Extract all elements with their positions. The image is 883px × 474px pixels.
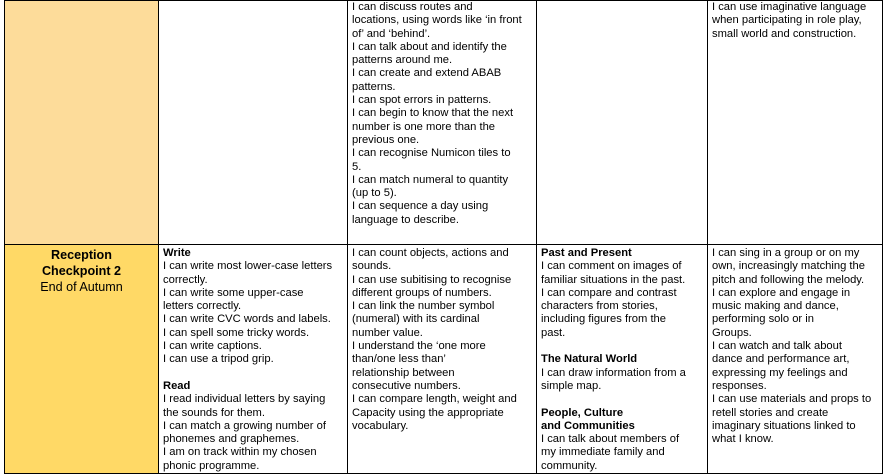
- text-line: vocabulary.: [352, 419, 409, 432]
- text-line: I can sequence a day using: [352, 200, 489, 213]
- text-line: I can watch and talk about: [712, 340, 842, 353]
- table-row: [5, 245, 883, 474]
- maths-cell: [348, 245, 537, 474]
- section-heading: Write: [163, 247, 191, 259]
- text-line: pitch and following the melody.: [712, 273, 865, 286]
- row-header-cell: [5, 1, 159, 245]
- literacy-cell: [159, 245, 348, 474]
- text-line: of’ and ‘behind’.: [352, 27, 431, 40]
- text-line: I am on track within my chosen: [163, 446, 317, 459]
- text-line: number value.: [352, 326, 423, 339]
- text-line: small world and construction.: [712, 27, 857, 40]
- text-line: what I know.: [712, 433, 774, 446]
- text-line: I can explore and engage in: [712, 286, 851, 299]
- text-line: correctly.: [163, 273, 208, 286]
- section-heading: and Communities: [541, 419, 635, 432]
- text-line: I can link the number symbol: [352, 300, 495, 313]
- text-line: responses.: [712, 379, 767, 392]
- text-line: I can write CVC words and labels.: [163, 313, 331, 326]
- text-line: I can compare length, weight and: [352, 393, 517, 406]
- text-line: I can comment on images of: [541, 260, 682, 273]
- text-line: familiar situations in the past.: [541, 273, 686, 286]
- text-line: relationship between: [352, 366, 455, 379]
- text-line: Groups.: [712, 326, 752, 339]
- text-line: than/one less than’: [352, 353, 446, 366]
- expressive-arts-cell: [708, 1, 883, 245]
- text-line: the sounds for them.: [163, 406, 265, 419]
- text-line: I can spot errors in patterns.: [352, 94, 492, 107]
- text-line: patterns around me.: [352, 54, 453, 67]
- text-line: I can write some upper-case: [163, 286, 304, 299]
- text-line: performing solo or in: [712, 313, 814, 326]
- spacer: [541, 340, 703, 353]
- text-line: patterns.: [352, 80, 396, 93]
- section-heading: Past and Present: [541, 247, 632, 259]
- text-line: I can use a tripod grip.: [163, 353, 274, 366]
- text-line: I can sing in a group or on my: [712, 247, 860, 259]
- spacer: [163, 367, 343, 380]
- text-line: I can talk about members of: [541, 433, 680, 446]
- text-line: I can recognise Numicon tiles to: [352, 147, 511, 160]
- text-line: I can discuss routes and: [352, 1, 473, 13]
- text-line: I read individual letters by saying: [163, 393, 326, 406]
- section-heading: Read: [163, 379, 191, 392]
- text-line: I can use subitising to recognise: [352, 273, 512, 286]
- text-line: past.: [541, 326, 566, 339]
- text-line: letters correctly.: [163, 300, 242, 313]
- text-line: own, increasingly matching the: [712, 260, 865, 273]
- text-line: sounds.: [352, 260, 392, 273]
- text-line: I understand the ‘one more: [352, 340, 486, 353]
- understanding-world-cell: [537, 1, 708, 245]
- text-line: retell stories and create: [712, 406, 829, 419]
- text-line: consecutive numbers.: [352, 379, 461, 392]
- text-line: number is one more than the: [352, 120, 496, 133]
- text-line: my immediate family and: [541, 446, 665, 459]
- text-line: I can draw information from a: [541, 366, 686, 379]
- text-line: different groups of numbers.: [352, 286, 492, 299]
- text-line: expressing my feelings and: [712, 366, 848, 379]
- literacy-cell: [159, 1, 348, 245]
- text-line: phonemes and graphemes.: [163, 433, 300, 446]
- text-line: previous one.: [352, 133, 420, 146]
- text-line: characters from stories,: [541, 300, 658, 313]
- text-line: I can count objects, actions and: [352, 247, 509, 259]
- text-line: dance and performance art,: [712, 353, 850, 366]
- text-line: I can write captions.: [163, 340, 262, 353]
- checkpoint-subtitle: End of Autumn: [40, 280, 123, 294]
- text-line: I can use materials and props to: [712, 393, 872, 406]
- text-line: community.: [541, 459, 598, 472]
- text-line: I can create and extend ABAB: [352, 67, 502, 80]
- text-line: (numeral) with its cardinal: [352, 313, 480, 326]
- text-line: 5.: [352, 160, 362, 173]
- section-heading: The Natural World: [541, 353, 638, 366]
- text-line: locations, using words like ‘in front: [352, 14, 522, 27]
- section-heading: People, Culture: [541, 406, 624, 419]
- checkpoint-header-cell: [5, 245, 159, 474]
- text-line: Capacity using the appropriate: [352, 406, 504, 419]
- checkpoint-title: Checkpoint 2: [41, 264, 122, 278]
- text-line: I can spell some tricky words.: [163, 326, 310, 339]
- text-line: I can begin to know that the next: [352, 107, 514, 120]
- text-line: simple map.: [541, 379, 602, 392]
- understanding-world-cell: [537, 245, 708, 474]
- checkpoint-title: Reception: [51, 248, 112, 262]
- spacer: [541, 393, 703, 406]
- expressive-arts-cell: [708, 245, 883, 474]
- text-line: phonic programme.: [163, 459, 260, 472]
- text-line: imaginary situations linked to: [712, 419, 856, 432]
- text-line: including figures from the: [541, 313, 666, 326]
- text-line: I can match a growing number of: [163, 419, 326, 432]
- text-line: music making and dance,: [712, 300, 839, 313]
- text-line: I can talk about and identify the: [352, 40, 507, 53]
- text-line: I can write most lower-case letters: [163, 260, 333, 273]
- curriculum-table: [4, 0, 883, 474]
- table-row: [5, 1, 883, 245]
- text-line: I can use imaginative language: [712, 1, 867, 13]
- text-line: (up to 5).: [352, 187, 397, 200]
- text-line: when participating in role play,: [712, 14, 862, 27]
- text-line: I can compare and contrast: [541, 286, 677, 299]
- text-line: language to describe.: [352, 213, 459, 226]
- maths-cell: [348, 1, 537, 245]
- text-line: I can match numeral to quantity: [352, 173, 509, 186]
